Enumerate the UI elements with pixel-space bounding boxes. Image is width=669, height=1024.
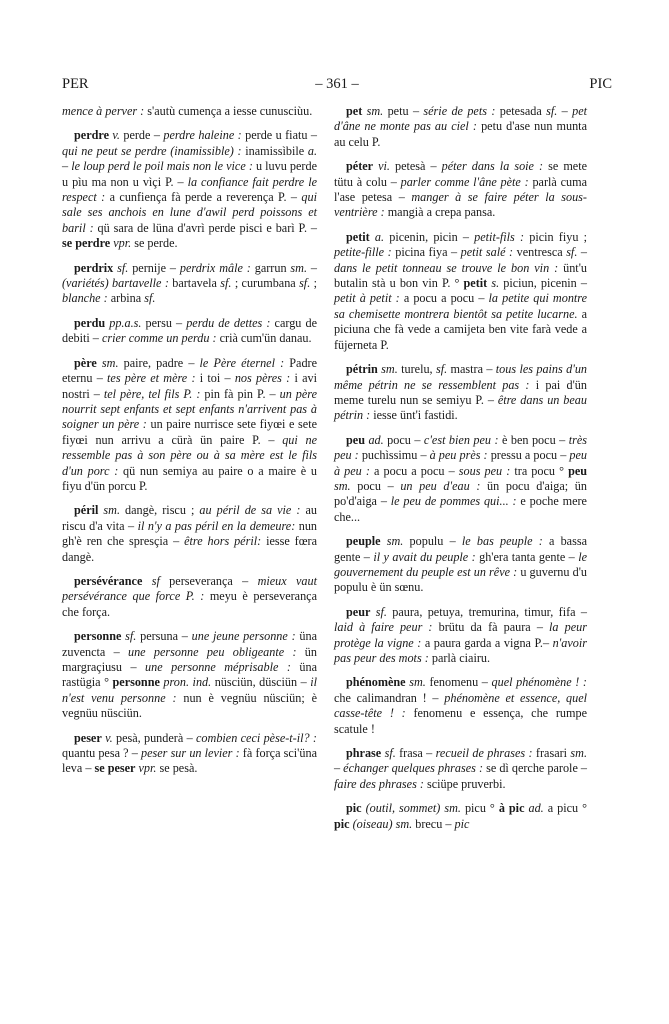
entry-text: dangè, riscu ; [120, 503, 200, 518]
entry-text: pernije – [128, 260, 180, 275]
entry-text: garrun [250, 260, 291, 275]
italic-text: quel phénomène ! : [491, 675, 587, 690]
page-header [62, 76, 612, 94]
dictionary-entry [62, 261, 317, 307]
entry-text: a cunfiença fà perde a reverença P. – [105, 190, 302, 205]
entry-text: pressu a pocu – [487, 448, 570, 463]
entry-text: nun gh'è ren che spresçia – [62, 518, 318, 549]
headword: péter [346, 159, 374, 174]
entry-text: a paura garda a vigna P.– [421, 635, 553, 650]
entry-text: brütu da fà paura – [432, 620, 550, 635]
italic-text: perdre haleine : [163, 128, 242, 143]
dictionary-entry [334, 104, 587, 150]
italic-text: vpr. [135, 761, 157, 776]
italic-text: v. [101, 730, 113, 745]
entry-text: frasari [532, 746, 571, 761]
entry-text: e poche mere che... [334, 494, 587, 524]
entry-text: piciun, picenin – [499, 276, 587, 291]
headword: se perdre [62, 236, 111, 251]
italic-text: (variétés) bartavelle : [62, 276, 169, 291]
italic-text: petit-fils : [474, 229, 525, 244]
entry-text: persu – [141, 315, 187, 330]
entry-text: gh'era tanta gente – [475, 549, 579, 564]
entry-text: qü nun semiya au paire o a maire è u fiyu d'ün porcu P. [62, 463, 317, 493]
italic-text: un peu d'eau : [400, 478, 481, 493]
entry-text: un paire nurrisce sete fiyœi e sete fiyœi nun arrivu a cürà ün paire P. – [62, 417, 317, 447]
entry-text: persuna – [136, 629, 192, 644]
entry-text: ; [310, 276, 317, 291]
italic-text: sf. [121, 629, 137, 644]
italic-text: qui ne ressemble pas à son père ou à sa mère est le fils d'un porc : [62, 432, 317, 478]
headword: pic [346, 801, 362, 816]
entry-text: fà força sci'üna leva – [62, 746, 317, 776]
entry-text: arbina [107, 291, 145, 306]
entry-text: meyu è perseverança che força. [62, 589, 317, 619]
entry-text: ventresca [513, 245, 567, 260]
italic-text: sf. [435, 362, 448, 377]
italic-text: c'est bien peu : [423, 432, 499, 447]
entry-text: a pocu a pocu – [369, 463, 459, 478]
italic-text: sf. [299, 276, 311, 291]
entry-text: i avi nostri – [62, 371, 317, 401]
headword: perdrix [74, 260, 114, 275]
entry-text: cargu de debiti – [62, 315, 317, 346]
italic-text: pet d'âne ne monte pas au ciel : [334, 104, 588, 134]
italic-text: petit à petit : [334, 291, 400, 306]
entry-text: fenomenu – [425, 675, 492, 690]
italic-text: faire des phrases : [334, 776, 424, 791]
headword: phénomène [346, 675, 406, 690]
entry-text: – [577, 245, 588, 260]
entry-text: paura, petuya, tremurina, timur, fifa – [386, 604, 587, 619]
entry-text: se pesà. [156, 761, 198, 776]
headword: perdre [74, 128, 109, 143]
italic-text: le peu de pommes qui... : [390, 494, 517, 509]
italic-text: la confiance fait perdre le respect : [62, 174, 317, 205]
italic-text: vpr. [110, 236, 132, 251]
italic-text: perdu de dettes : [186, 315, 271, 330]
italic-text: n'avoir pas peur des mots : [334, 635, 588, 665]
italic-text: qui ne peut se perdre (inamissible) : [62, 143, 242, 158]
header-left-guideword: PER [62, 76, 89, 92]
italic-text: une personne peu obligeante : [127, 644, 297, 659]
headword: petit [346, 229, 370, 244]
entry-text: petesà – [389, 159, 442, 174]
italic-text: le Père éternel : [199, 355, 285, 370]
entry-text: u guvernu d'u populu è ün sœnu. [334, 564, 588, 595]
italic-text: blanche : [62, 291, 108, 306]
italic-text: sm. [570, 746, 588, 761]
entry-text: a piciuna che fà vede a camijeta ben vite farà vede a füjerneta P. [334, 306, 587, 352]
italic-text: dans le petit tonneau se trouve le bon vin : [334, 260, 559, 275]
entry-text: brecu – [412, 816, 455, 831]
italic-text: un père nourrit sept enfants et sept enfants n'arrivent pas à soigner un père : [62, 386, 318, 432]
headword: pet [346, 104, 363, 118]
entry-text: se dì qerche parole – [483, 761, 588, 776]
dictionary-entry [334, 230, 587, 353]
entry-text: paire, padre – [118, 355, 200, 370]
entry-text: pin fà pin P. – [200, 386, 280, 401]
italic-text: a. [307, 143, 317, 158]
headword: petit [463, 276, 488, 291]
entry-text: pocu – [350, 478, 401, 493]
entry-text: picenin, picin – [384, 229, 475, 244]
entry-text: picina fiya – [391, 245, 461, 260]
dictionary-entry [334, 362, 587, 424]
italic-text: laid à faire peur : [334, 620, 433, 635]
entry-text: a picu ° [543, 801, 588, 816]
entry-text: üna zuvencta – [62, 629, 317, 659]
dictionary-entry [62, 503, 317, 565]
italic-text: sm. [405, 675, 426, 690]
entry-text: – [557, 104, 573, 118]
entry-text: u luvu perde u pìu ma non u vìçi P. – [62, 159, 317, 189]
entry-text: Padre eternu – [62, 355, 318, 386]
italic-text: il n'y a pas péril en la demeure: [137, 518, 296, 533]
italic-text: parler comme l'âne pète : [400, 174, 529, 189]
italic-text: série de pets : [423, 104, 496, 118]
italic-text: sm. [98, 503, 121, 518]
italic-text: mieux vaut persévérance que force P. : [62, 573, 317, 604]
entry-text: frasa – [395, 746, 436, 761]
italic-text: sm. [362, 104, 384, 118]
entry-text: iesse fœra dangè. [62, 534, 317, 564]
headword: pétrin [346, 362, 378, 377]
entry-text: sciüpe pruverbi. [423, 776, 506, 791]
header-right-guideword: PIC [589, 76, 612, 92]
entry-text: – [62, 159, 72, 174]
italic-text: sm. [290, 260, 308, 275]
entry-text: picin fiyu ; [524, 229, 587, 244]
entry-text: qü sara de lüna d'avrì perde pisci e barì P. – [93, 220, 317, 235]
dictionary-entry [334, 746, 587, 792]
italic-text: phénomène et essence, quel casse-tête ! : [334, 690, 588, 721]
italic-text: sf. [144, 291, 156, 306]
italic-text: v. [108, 128, 120, 143]
italic-text: recueil de phrases : [435, 746, 533, 761]
italic-text: au péril de sa vie : [199, 503, 301, 518]
italic-text: tes père et mère : [107, 371, 196, 386]
italic-text: une jeune personne : [191, 629, 296, 644]
dictionary-entry [334, 675, 587, 737]
headword: personne [74, 629, 122, 644]
entry-text: inamissìbile [241, 143, 308, 158]
italic-text: sf. [381, 746, 396, 761]
headword: peur [346, 604, 371, 619]
dictionary-entry [62, 629, 317, 721]
entry-text: puchìssimu – [358, 448, 430, 463]
italic-text: le gouvernement du peuple est un rêve : [334, 549, 587, 579]
entry-text: s'autù cumença a iesse cunusciùu. [144, 104, 313, 118]
italic-text: pp.a.s. [105, 315, 142, 330]
entry-text: se perde. [131, 236, 178, 251]
italic-text: sous peu : [458, 463, 511, 478]
entry-text: i pai d'ün meme turelu nun se semiyu P. – [334, 377, 587, 407]
italic-text: petite-fille : [334, 245, 392, 260]
italic-text: nos pères : [234, 371, 291, 386]
entry-text: populu – [403, 534, 462, 549]
entry-text: au riscu d'a vita – [62, 503, 317, 533]
italic-text: a. [369, 229, 385, 244]
italic-text: péter dans la soie : [441, 159, 544, 174]
italic-text: il n'est venu personne : [62, 675, 317, 705]
dictionary-entry [334, 433, 587, 525]
italic-text: échanger quelques phrases : [343, 761, 484, 776]
italic-text: manger à se faire péter la sous-ventrière : [334, 190, 587, 220]
dictionary-entry [334, 534, 587, 596]
left-column [62, 104, 317, 786]
dictionary-entry [62, 574, 317, 620]
entry-text: quantu pesa ? – [62, 746, 141, 761]
italic-text: tous les pains d'un même pétrin ne se ressemblent pas : [334, 362, 588, 392]
entry-text: petu – [383, 104, 424, 118]
entry-text: che calimandran ! – [334, 690, 445, 705]
italic-text: sf. [546, 104, 558, 118]
entry-text: fenomenu e essença, che rumpe scatule ! [334, 706, 587, 736]
headword: à pic [498, 801, 525, 816]
entry-text: crià cum'ün danau. [216, 331, 312, 346]
entry-text: perde – [119, 128, 164, 143]
entry-text: perseverança – [159, 573, 258, 588]
italic-text: qui sale ses anchois en lune d'awil perd poissons et baril : [62, 190, 317, 235]
entry-text: bartavela [168, 276, 221, 291]
entry-text: pocu – [383, 432, 424, 447]
entry-text: petu d'ase nun munta au celu P. [334, 119, 587, 149]
headword: père [74, 355, 97, 370]
italic-text: sm. [96, 355, 119, 370]
entry-text: mastra – [447, 362, 496, 377]
italic-text: être hors péril: [184, 534, 262, 549]
entry-text: se mete tütu à colu – [334, 159, 588, 189]
entry-text: tra pocu ° [510, 463, 569, 478]
italic-text: peser sur un levier : [141, 746, 240, 761]
entry-text: i toi – [195, 371, 235, 386]
headword: perdu [74, 315, 106, 330]
entry-text: üna rastügia ° [62, 660, 317, 690]
entry-text: petesada [495, 104, 547, 118]
entry-text: ünt'u butalin stà u bon vin P. ° [334, 260, 587, 291]
italic-text: ad. [524, 801, 544, 816]
headword: peuple [346, 534, 381, 549]
italic-text: sf. [220, 276, 232, 291]
entry-text: picu ° [460, 801, 499, 816]
italic-text: très peu : [334, 432, 587, 463]
entry-text: ; curumbana [231, 276, 300, 291]
headword: persévérance [74, 573, 143, 588]
italic-text: à peu près : [429, 448, 488, 463]
italic-text: sf. [370, 604, 387, 619]
headword: phrase [346, 746, 382, 761]
entry-text: – [334, 761, 344, 776]
italic-text: mence à perver : [62, 104, 145, 118]
headword: peser [74, 730, 102, 745]
italic-text: la peur protège la vigne : [334, 620, 587, 650]
dictionary-entry [62, 104, 317, 119]
italic-text: il y avait du peuple : [373, 549, 476, 564]
entry-text: nun è vegnüu nüsciün; è vegnüu nüsciün. [62, 690, 318, 721]
headword: pic [334, 816, 350, 831]
italic-text: vi. [373, 159, 390, 174]
dictionary-entry [334, 801, 587, 832]
italic-text: sf. [113, 260, 129, 275]
italic-text: pron. ind. [159, 675, 212, 690]
entry-text: perde u fiatu – [241, 128, 317, 143]
entry-text: parlà cuma l'ase petesa – [334, 174, 587, 205]
entry-text: è ben pocu – [498, 432, 569, 447]
italic-text: peu à peu : [334, 448, 587, 478]
entry-text: – [307, 260, 317, 275]
italic-text: tel père, tel fils P. : [103, 386, 201, 401]
entry-text: parlà ciairu. [428, 651, 491, 665]
headword: peu [568, 463, 588, 478]
italic-text: sf. [566, 245, 578, 260]
italic-text: s. [487, 276, 500, 291]
italic-text: la petite qui montre sa chemisette montrera bientôt sa petite lucarne. [334, 291, 587, 321]
italic-text: sm. [334, 478, 351, 493]
italic-text: petit salé : [460, 245, 514, 260]
italic-text: sf [142, 573, 160, 588]
entry-text: nüsciün, düsciün – [211, 675, 311, 690]
italic-text: ad. [364, 432, 384, 447]
right-column [334, 104, 587, 841]
dictionary-entry [62, 128, 317, 251]
italic-text: combien ceci pèse-t-il? : [196, 730, 317, 745]
dictionary-entry [62, 316, 317, 347]
italic-text: crier comme un perdu : [101, 331, 217, 346]
entry-text: a bassa gente – [334, 534, 587, 564]
italic-text: sm. [377, 362, 398, 377]
page-number: – 361 – [315, 76, 359, 92]
entry-text: a pocu a pocu – [399, 291, 489, 306]
entry-text: pesà, punderà – [112, 730, 197, 745]
entry-text: mangià a crepa pansa. [384, 205, 496, 220]
entry-text: turelu, [397, 362, 436, 377]
italic-text: (outil, sommet) sm. [361, 801, 461, 816]
dictionary-entry [62, 731, 317, 777]
entry-text: iesse ünt'i fastidi. [370, 408, 458, 423]
headword: se peser [94, 761, 136, 776]
entry-text: ün pocu d'aiga; ün po'd'aiga – [334, 478, 587, 509]
italic-text: le loup perd le poil mais non le vice : [71, 159, 253, 174]
italic-text: sm. [380, 534, 404, 549]
italic-text: le bas peuple : [461, 534, 543, 549]
italic-text: (oiseau) sm. [349, 816, 413, 831]
italic-text: perdrix mâle : [179, 260, 251, 275]
headword: personne [112, 675, 160, 690]
headword: peu [346, 432, 365, 447]
italic-text: être dans un beau pétrin : [334, 392, 587, 423]
dictionary-entry [334, 605, 587, 667]
dictionary-entry [334, 159, 587, 221]
entry-text: ün margraçiusu – [62, 644, 317, 674]
italic-text: une personne méprisable : [145, 660, 291, 674]
headword: péril [74, 503, 99, 518]
dictionary-entry [62, 356, 317, 495]
italic-text: pic [454, 816, 470, 831]
